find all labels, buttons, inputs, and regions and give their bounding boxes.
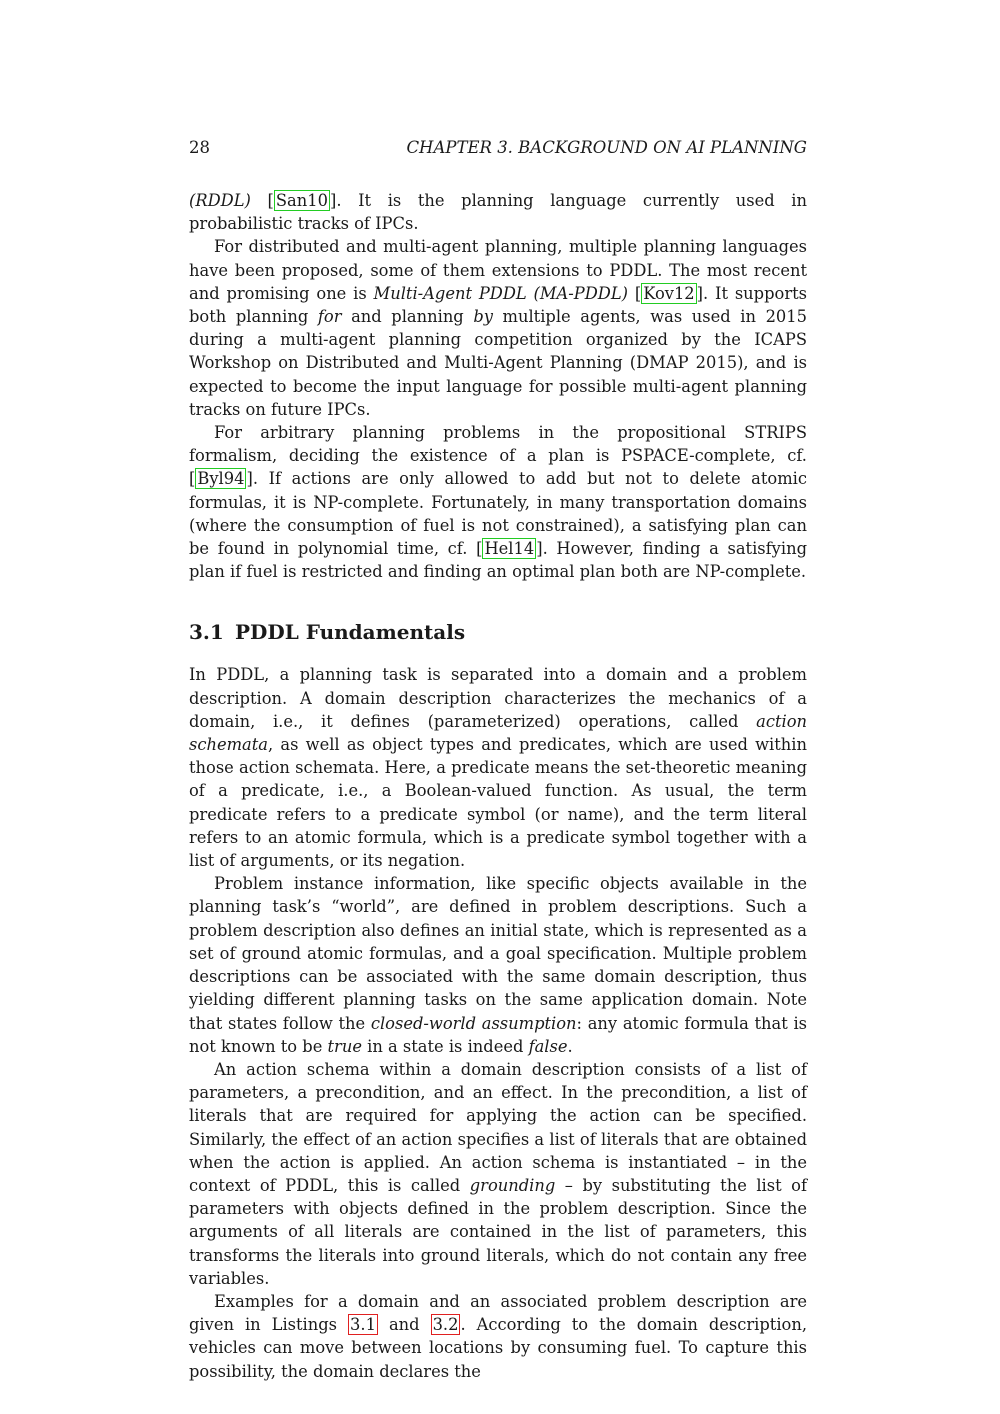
citation-byl94[interactable]: Byl94 <box>197 469 245 489</box>
listing-ref-3-1[interactable]: 3.1 <box>350 1315 376 1335</box>
citation-kov12[interactable]: Kov12 <box>643 283 695 303</box>
section-title: PDDL Fundamentals <box>235 620 466 645</box>
section-number: 3.1 <box>189 620 224 645</box>
listing-ref-3-2[interactable]: 3.2 <box>432 1315 459 1335</box>
citation-hel14[interactable]: Hel14 <box>484 539 535 559</box>
paragraph-7: Examples for a domain and an associated problem description are given in Listings 3.1 and 3.2 . According to the domain description, vehicles can move between locations by consuming fuel. To capture this possibility, the domain declares the <box>189 1291 807 1381</box>
paragraph-6: An action schema within a domain description consists of a list of parameters, a precondition, and an effect. In the precondition, a list of literals that are required for applying the action can be specified. Similarly, the effect of an action specifies a list of literals that are obtained when the action is applied. An action schema is instantiated – in the context of PDDL, this is called grounding – by substituting the list of parameters with objects defined in the problem description. Since the arguments of all literals are contained in the list of parameters, this transforms the literals into ground literals, which do not contain any free variables. <box>189 1059 807 1288</box>
paragraph-1: (RDDL) [ San10 ]. It is the planning language currently used in probabilistic tracks of IPCs. <box>189 191 807 234</box>
section-heading <box>189 619 807 645</box>
rddl-term: (RDDL) <box>189 191 251 210</box>
paragraph-3: For arbitrary planning problems in the propositional STRIPS formalism, deciding the existence of a plan is PSPACE-complete, cf. [ Byl94 ]. If actions are only allowed to add but not to delete atomic formulas, it is NP-complete. Fortunately, in many transportation domains (where the consumption of fuel is not constrained), a satisfying plan can be found in polynomial time, cf. [ Hel14 ]. However, finding a satisfying plan if fuel is restricted and finding an optimal plan both are NP-complete. <box>189 423 807 582</box>
paragraph-4: In PDDL, a planning task is separated into a domain and a problem description. A domain description characterizes the mechanics of a domain, i.e., it defines (parameterized) operations, called action schemata, as well as object types and predicates, which are used within those action schemata. Here, a predicate means the set-theoretic meaning of a predicate, i.e., a Boolean-valued function. As usual, the term predicate refers to a predicate symbol (or name), and the term literal refers to an atomic formula, which is a predicate symbol together with a list of arguments, or its negation. <box>189 665 807 871</box>
paragraph-2: For distributed and multi-agent planning, multiple planning languages have been proposed, some of them extensions to PDDL. The most recent and promising one is Multi-Agent PDDL (MA-PDDL) [ Kov12 ]. It supports both planning for and planning by multiple agents, was used in 2015 during a multi-agent planning competition organized by the ICAPS Workshop on Distributed and Multi-Agent Planning (DMAP 2015), and is expected to become the input language for possible multi-agent planning tracks on future IPCs. <box>189 237 808 419</box>
page-number: 28 <box>189 138 210 157</box>
citation-san10[interactable]: San10 <box>275 191 328 210</box>
paragraph-5: Problem instance information, like specific objects available in the planning task’s “world”, are defined in problem descriptions. Such a problem description also defines an initial state, which is represented as a set of ground atomic formulas, and a goal specification. Multiple problem descriptions can be associated with the same domain description, thus yielding different planning tasks on the same application domain. Note that states follow the closed-world assumption: any atomic formula that is not known to be true in a state is indeed false. <box>189 874 808 1056</box>
page-body <box>189 189 807 1383</box>
chapter-title: CHAPTER 3. BACKGROUND ON AI PLANNING <box>406 138 807 157</box>
ma-pddl-term: Multi-Agent PDDL (MA-PDDL) <box>373 283 629 303</box>
